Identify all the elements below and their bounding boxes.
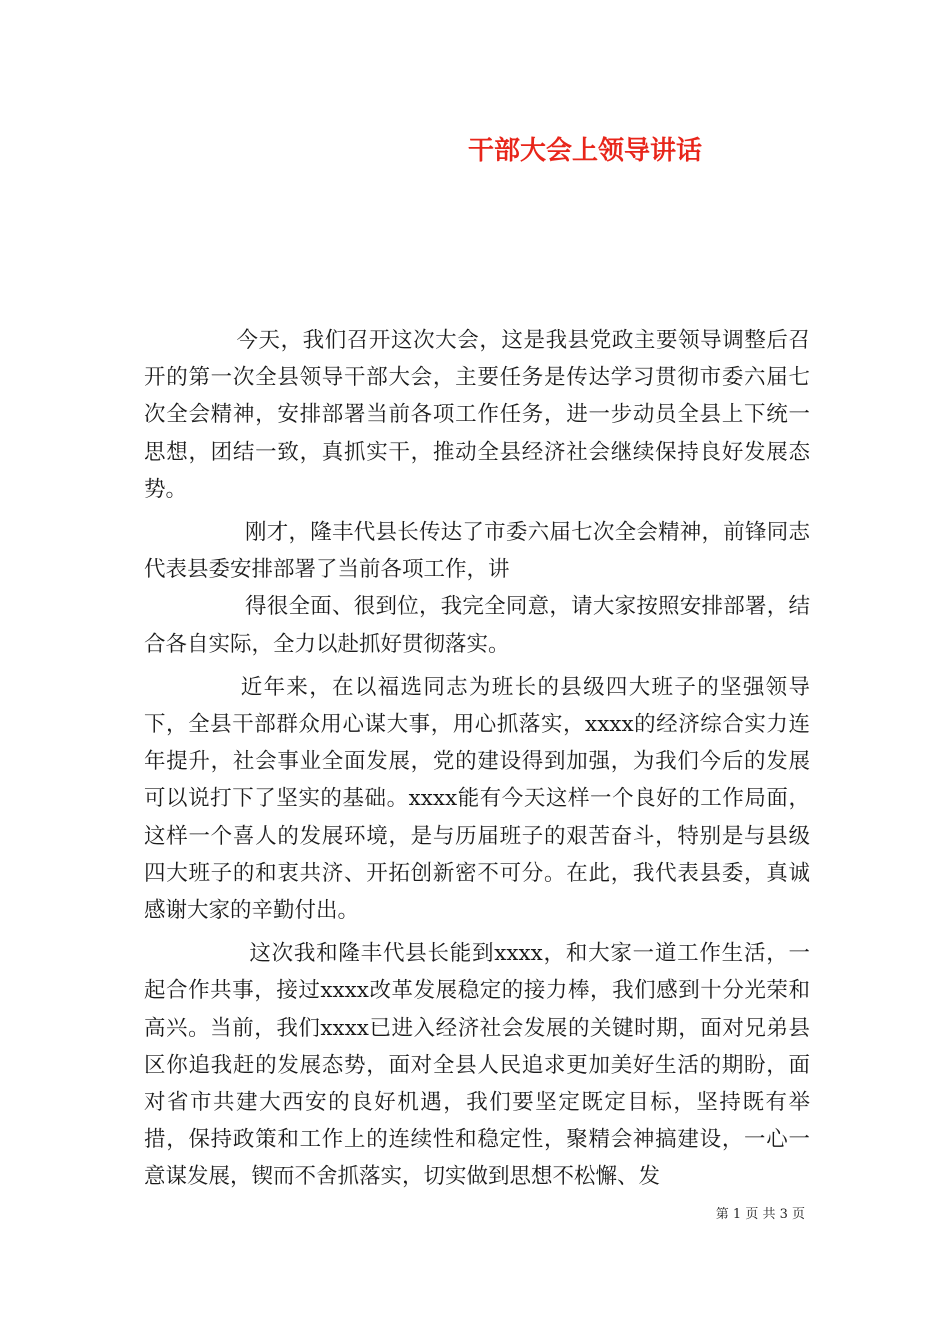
paragraph: 得很全面、很到位，我完全同意，请大家按照安排部署，结合各自实际，全力以赴抓好贯彻落实。 [144, 594, 810, 657]
paragraph: 刚才，隆丰代县长传达了市委六届七次全会精神，前锋同志代表县委安排部署了当前各项工作，讲 [144, 520, 810, 583]
paragraph: 这次我和隆丰代县长能到xxxx，和大家一道工作生活，一起合作共事，接过xxxx改革发展稳定的接力棒，我们感到十分光荣和高兴。当前，我们xxxx已进入经济社会发展的关键时期，面对兄弟县区你追我赶的发展态势，面对全县人民追求更加美好生活的期盼，面对省市共建大西安的良好机遇，我们要坚定既定目标，坚持既有举措，保持政策和工作上的连续性和稳定性，聚精会神搞建设，一心一意谋发展，锲而不舍抓落实，切实做到思想不松懈、发 [144, 941, 810, 1190]
paragraph: 今天，我们召开这次大会，这是我县党政主要领导调整后召开的第一次全县领导干部大会，主要任务是传达学习贯彻市委六届七次全会精神，安排部署当前各项工作任务，进一步动员全县上下统一思想，团结一致，真抓实干，推动全县经济社会继续保持良好发展态势。 [144, 328, 810, 502]
document-title: 干部大会上领导讲话 [467, 136, 702, 166]
page-number: 第 1 页 共 3 页 [715, 1207, 805, 1222]
paragraph: 近年来，在以福选同志为班长的县级四大班子的坚强领导下，全县干部群众用心谋大事，用心抓落实，xxxx的经济综合实力连年提升，社会事业全面发展，党的建设得到加强，为我们今后的发展可以说打下了坚实的基础。xxxx能有今天这样一个良好的工作局面，这样一个喜人的发展环境，是与历届班子的艰苦奋斗，特别是与县级四大班子的和衷共济、开拓创新密不可分。在此，我代表县委，真诚感谢大家的辛勤付出。 [144, 674, 810, 924]
document-body [144, 322, 810, 1196]
